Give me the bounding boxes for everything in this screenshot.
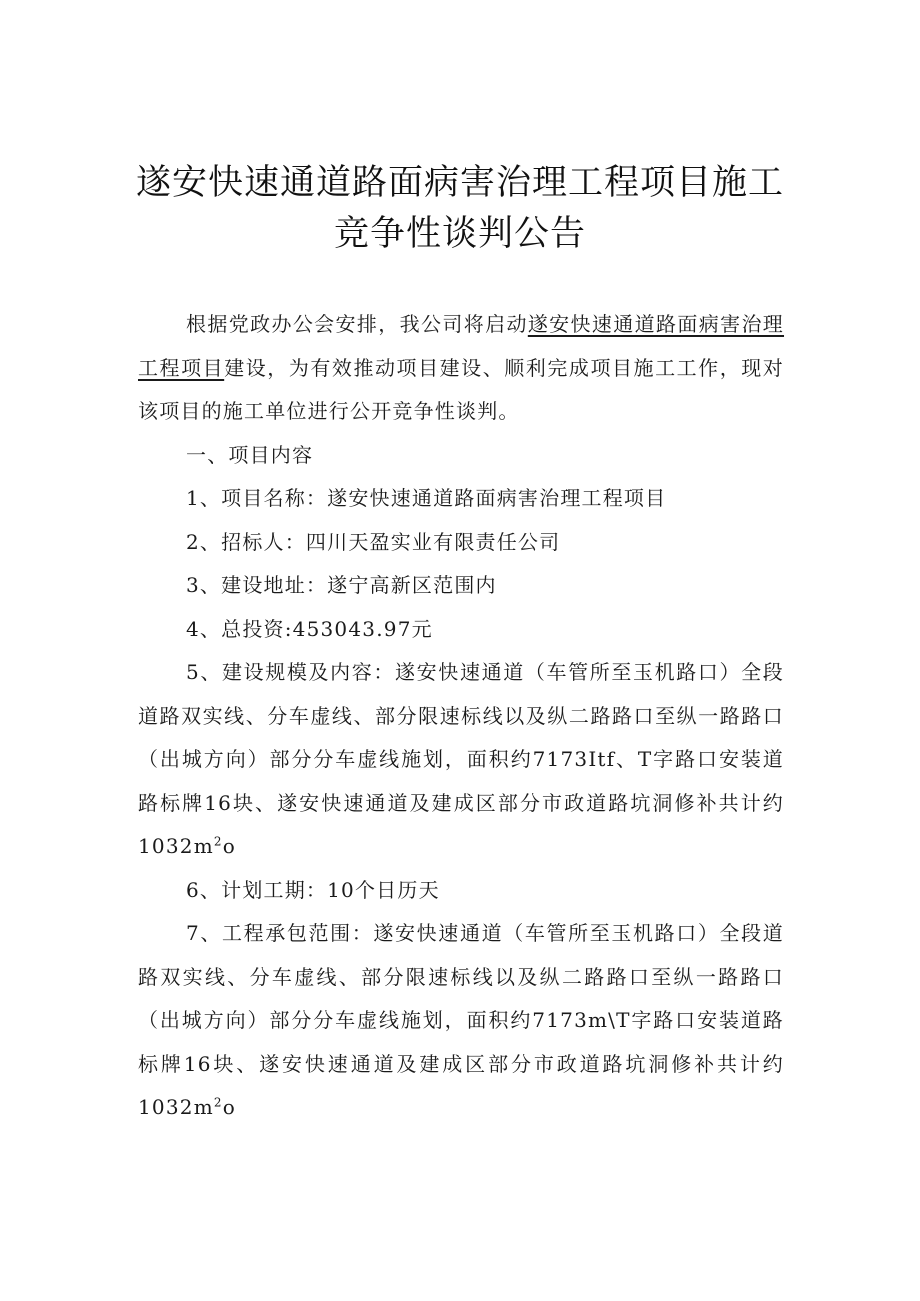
project-name-underlined: 遂安快速通道路面病害治理工程项目 <box>138 312 785 380</box>
item-construction-scale-superscript: 2 <box>213 834 223 849</box>
item-construction-address: 3、建设地址：遂宁高新区范围内 <box>186 573 497 597</box>
section-heading-project-content: 一、项目内容 <box>186 442 314 467</box>
item-construction-scale-text: 5、建设规模及内容：遂安快速通道（车管所至玉机路口）全段道路双实线、分车虚线、部分限速标线以及纵二路路口至纵一路路口（出城方向）部分分车虚线施划，面积约7173Itf、T字路口安装道路标牌16块、遂安快速通道及建成区部分市政道路坑洞修补共计约1032m <box>138 660 784 858</box>
item-planned-duration: 6、计划工期：10个日历天 <box>186 877 440 902</box>
item-construction-scale <box>138 651 784 869</box>
intro-paragraph <box>138 303 784 434</box>
document-body <box>138 303 784 1130</box>
item-contract-scope-superscript: 2 <box>213 1095 223 1110</box>
item-tenderer: 2、招标人：四川天盈实业有限责任公司 <box>186 529 561 554</box>
item-total-investment: 4、总投资:453043.97元 <box>186 616 433 641</box>
item-project-name: 1、项目名称：遂安快速通道路面病害治理工程项目 <box>186 486 667 510</box>
item-construction-scale-end: o <box>222 834 236 858</box>
item-contract-scope-end: o <box>222 1095 236 1119</box>
item-contract-scope-text: 7、工程承包范围：遂安快速通道（车管所至玉机路口）全段道路双实线、分车虚线、部分限速标线以及纵二路路口至纵一路路口（出城方向）部分分车虚线施划，面积约7173m\T字路口安装道路标牌16块、遂安快速通道及建成区部分市政道路坑洞修补共计约1032m <box>138 921 784 1119</box>
intro-text-end: 建设，为有效推动项目建设、顺利完成项目施工工作，现对该项目的施工单位进行公开竞争性谈判。 <box>138 355 784 423</box>
item-contract-scope <box>138 912 784 1130</box>
document-title-line-2: 竞争性谈判公告 <box>333 214 586 254</box>
intro-text-start: 根据党政办公会安排，我公司将启动 <box>186 312 528 336</box>
document-title-line-1: 遂安快速通道路面病害治理工程项目施工 <box>135 163 784 203</box>
